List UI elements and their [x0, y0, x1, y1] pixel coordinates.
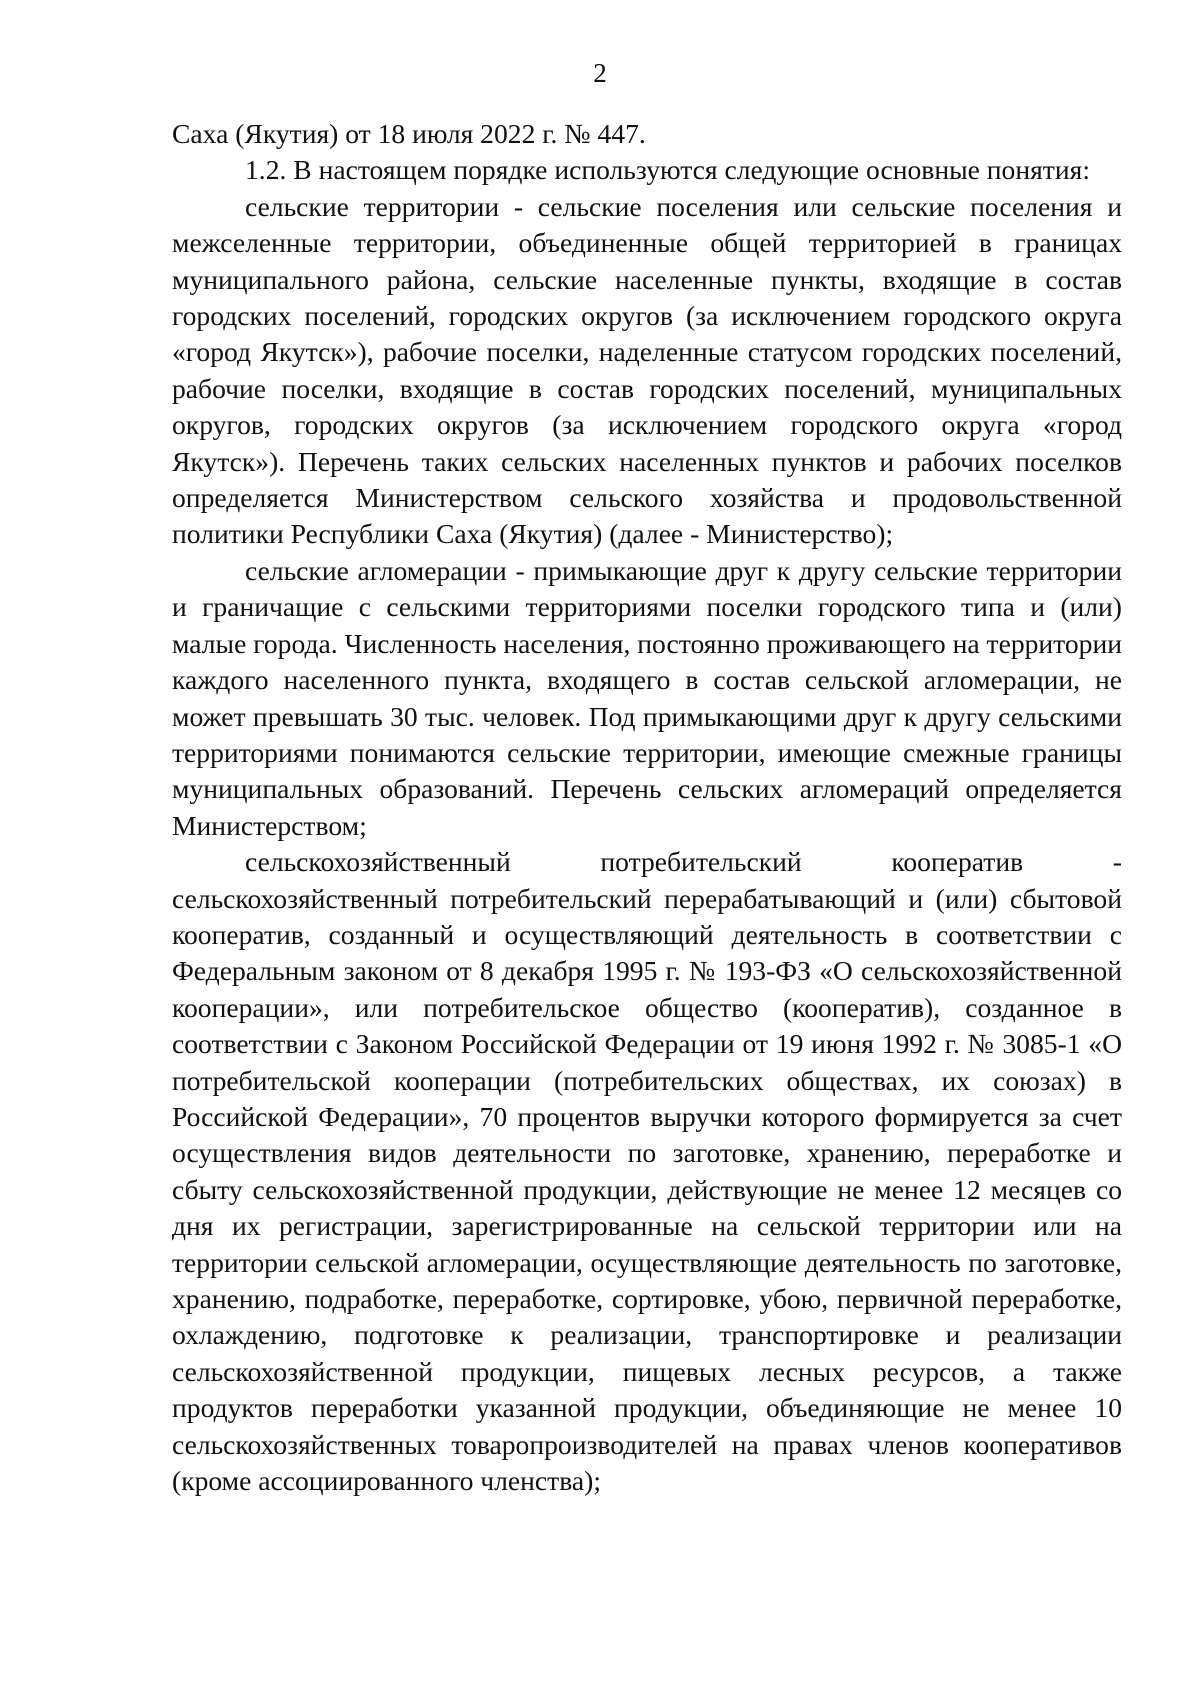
page-number: 2 — [593, 58, 607, 88]
paragraph-rural-territories: сельские территории - сельские поселения или сельские поселения и межселенные территории, объединенные общей территорией в границах муниципального района, сельские населенные пункты, входящие в состав городских поселений, городских округов (за исключением городского округа «город Якутск»), рабочие поселки, наделенные статусом городских поселений, рабочие поселки, входящие в состав городских поселений, муниципальных округов, городских округов (за исключением городского округа «город Якутск»). Перечень таких сельских населенных пунктов и рабочих поселков определяется Министерством сельского хозяйства и продовольственной политики Республики Саха (Якутия) (далее - Министерство); — [172, 190, 1122, 550]
paragraph-rural-agglomerations: сельские агломерации - примыкающие друг к другу сельские территории и граничащие с сельскими территориями поселки городского типа и (или) малые города. Численность населения, постоянно проживающего на территории каждого населенного пункта, входящего в состав сельской агломерации, не может превышать 30 тыс. человек. Под примыкающими друг к другу сельскими территориями понимаются сельские территории, имеющие смежные границы муниципальных образований. Перечень сельских агломераций определяется Министерством; — [172, 554, 1122, 841]
paragraph-consumer-cooperative: сельскохозяйственный потребительский кооператив - сельскохозяйственный потребительский перерабатывающий и (или) сбытовой кооператив, созданный и осуществляющий деятельность в соответствии с Федеральным законом от 8 декабря 1995 г. № 193-ФЗ «О сельскохозяйственной кооперации», или потребительское общество (кооператив), созданное в соответствии с Законом Российской Федерации от 19 июня 1992 г. № 3085-1 «О потребительской кооперации (потребительских обществах, их союзах) в Российской Федерации», 70 процентов выручки которого формируется за счет осуществления видов деятельности по заготовке, хранению, переработке и сбыту сельскохозяйственной продукции, действующие не менее 12 месяцев со дня их регистрации, зарегистрированные на сельской территории или на территории сельской агломерации, осуществляющие деятельность по заготовке, хранению, подработке, переработке, сортировке, убою, первичной переработке, охлаждению, подготовке к реализации, транспортировке и реализации сельскохозяйственной продукции, пищевых лесных ресурсов, а также продуктов переработки указанной продукции, объединяющие не менее 10 сельскохозяйственных товаропроизводителей на правах членов кооперативов (кроме ассоциированного членства); — [172, 846, 1122, 1497]
document-body — [172, 116, 1122, 1499]
paragraph-section-1-2: 1.2. В настоящем порядке используются следующие основные понятия: — [245, 154, 1090, 186]
paragraph-continuation: Саха (Якутия) от 18 июля 2022 г. № 447. — [172, 118, 646, 149]
